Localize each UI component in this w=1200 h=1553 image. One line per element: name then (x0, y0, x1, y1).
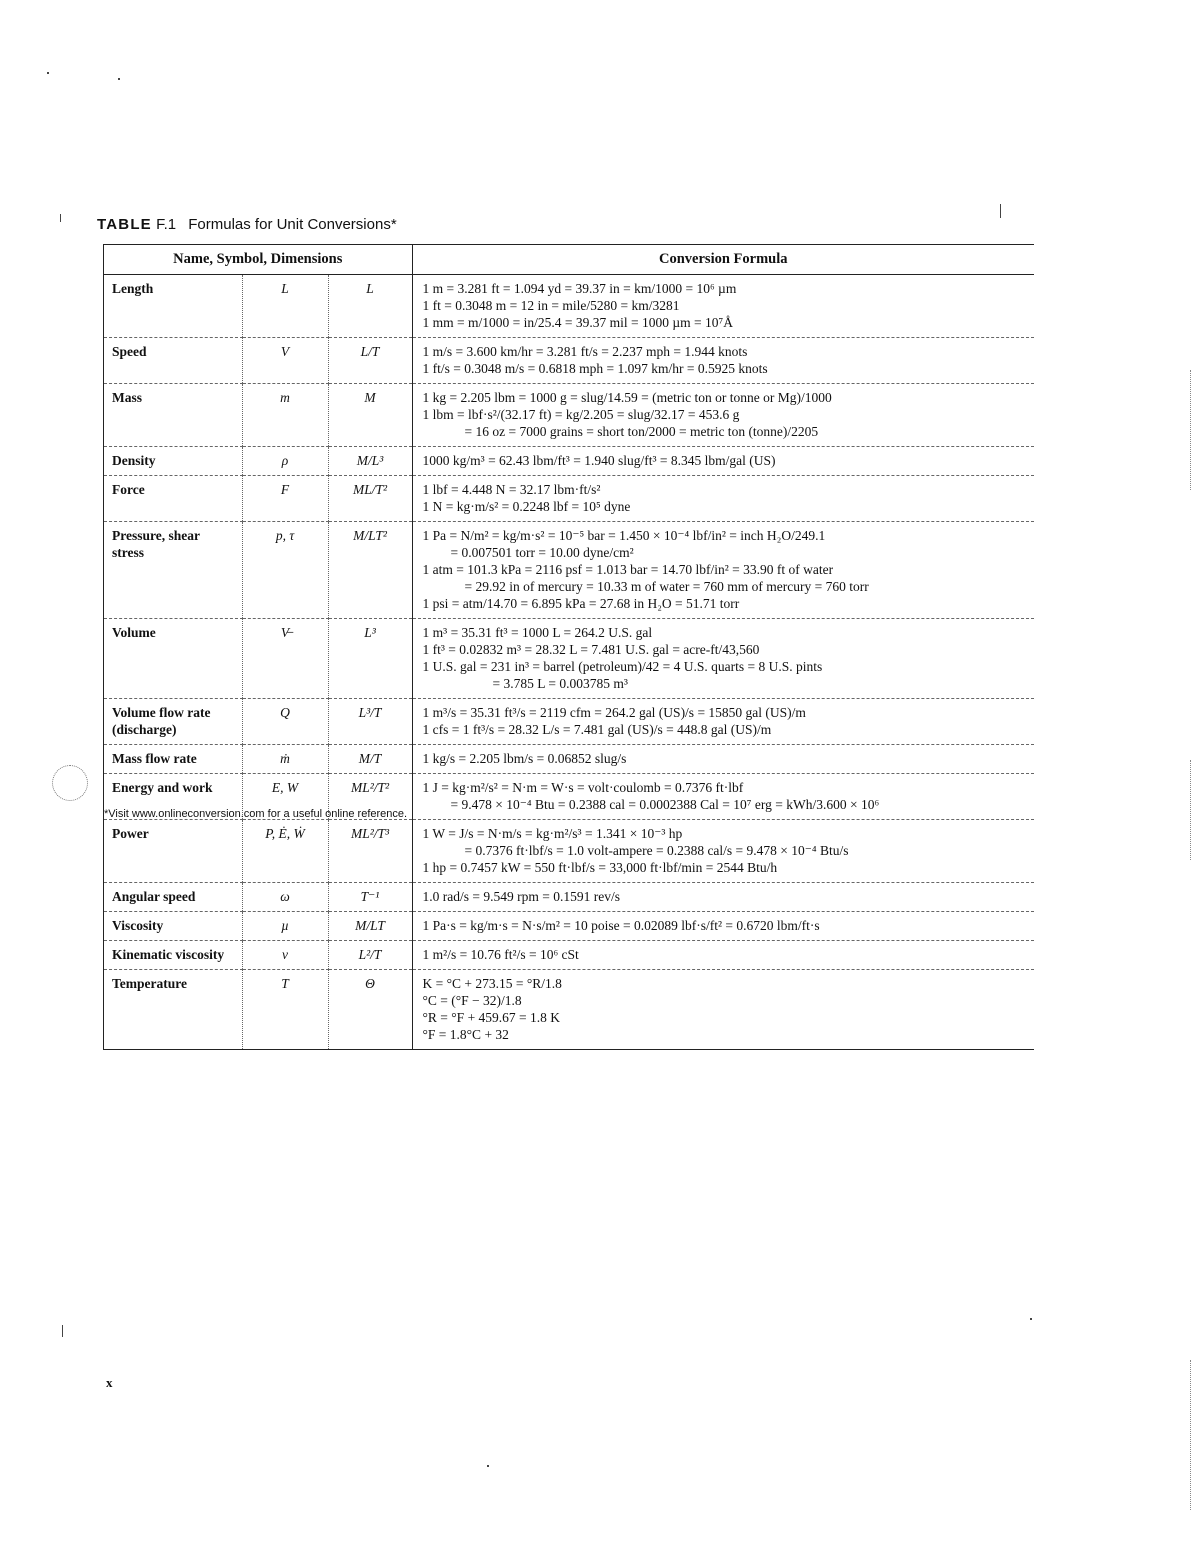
row-dimension: L³/T (328, 699, 412, 745)
formula-line: 1 Pa·s = kg/m·s = N·s/m² = 10 poise = 0.02089 lbf·s/ft² = 0.6720 lbm/ft·s (422, 918, 820, 933)
formula-line: 1 lbm = lbf·s²/(32.17 ft) = kg/2.205 = slug/32.17 = 453.6 g (422, 407, 740, 422)
formula-line: 1.0 rad/s = 9.549 rpm = 0.1591 rev/s (422, 889, 620, 904)
row-dimension: M/L³ (328, 447, 412, 476)
row-formula (412, 699, 1034, 745)
row-symbol: V̶ (242, 619, 328, 699)
formula-line: 1 N = kg·m/s² = 0.2248 lbf = 10⁵ dyne (422, 499, 631, 514)
row-name: Temperature (112, 976, 187, 991)
row-formula (412, 275, 1034, 338)
row-symbol: T (242, 970, 328, 1050)
row-formula (412, 774, 1034, 820)
row-symbol: E, W (242, 774, 328, 820)
scan-edge-line (1190, 370, 1191, 490)
formula-line: 1 W = J/s = N·m/s = kg·m²/s³ = 1.341 × 10⁻³ hp (422, 826, 683, 841)
scan-artifact-circle (52, 765, 88, 801)
row-symbol: ν (242, 941, 328, 970)
formula-line: 1 m³/s = 35.31 ft³/s = 2119 cfm = 264.2 gal (US)/s = 15850 gal (US)/m (422, 705, 806, 720)
scan-speck (47, 72, 49, 74)
scan-speck (60, 214, 61, 222)
formula-line: 1 U.S. gal = 231 in³ = barrel (petroleum)/42 = 4 U.S. quarts = 8 U.S. pints (422, 659, 823, 674)
table-row (104, 912, 1034, 941)
table-row (104, 941, 1034, 970)
table-title: Formulas for Unit Conversions* (188, 216, 397, 233)
row-dimension: ML²/T² (328, 774, 412, 820)
row-symbol: P, Ė, Ẇ (242, 820, 328, 883)
row-symbol: m (242, 384, 328, 447)
row-formula (412, 384, 1034, 447)
scan-speck (62, 1325, 63, 1337)
row-dimension: L/T (328, 338, 412, 384)
footnote: *Visit www.onlineconversion.com for a useful online reference. (104, 808, 408, 820)
formula-line: 1 mm = m/1000 = in/25.4 = 39.37 mil = 1000 µm = 10⁷Å (422, 315, 733, 330)
formula-line: 1 atm = 101.3 kPa = 2116 psf = 1.013 bar = 14.70 lbf/in² = 33.90 ft of water (422, 562, 834, 577)
row-symbol: ṁ (242, 745, 328, 774)
table-row (104, 476, 1034, 522)
row-symbol: Q (242, 699, 328, 745)
row-formula (412, 941, 1034, 970)
formula-line: °R = °F + 459.67 = 1.8 K (422, 1010, 561, 1025)
row-name: Force (104, 476, 242, 522)
table-row (104, 275, 1034, 338)
table-row (104, 699, 1034, 745)
row-symbol: ρ (242, 447, 328, 476)
formula-line: 1 ft = 0.3048 m = 12 in = mile/5280 = km/3281 (422, 298, 680, 313)
row-name: Mass flow rate (104, 745, 242, 774)
formula-line: 1 cfs = 1 ft³/s = 28.32 L/s = 7.481 gal (US)/s = 448.8 gal (US)/m (422, 722, 772, 737)
scan-speck (118, 78, 120, 80)
table-body (104, 275, 1034, 1050)
row-name: Volume (104, 619, 242, 699)
row-dimension: ML/T² (328, 476, 412, 522)
row-name: Volume flow rate (discharge) (104, 699, 242, 745)
row-dimension: L²/T (328, 941, 412, 970)
formula-line: 1 m³ = 35.31 ft³ = 1000 L = 264.2 U.S. gal (422, 625, 653, 640)
table-row (104, 338, 1034, 384)
table-number: F.1 (156, 216, 177, 233)
row-name: Viscosity (104, 912, 242, 941)
scan-edge-line (1190, 1360, 1191, 1510)
formula-line: = 29.92 in of mercury = 10.33 m of water = 760 mm of mercury = 760 torr (464, 579, 869, 594)
scan-speck (1000, 204, 1001, 218)
formula-line: = 0.007501 torr = 10.00 dyne/cm² (450, 545, 634, 560)
formula-line: = 16 oz = 7000 grains = short ton/2000 = metric ton (tonne)/2205 (464, 424, 819, 439)
table-row (104, 745, 1034, 774)
table-row (104, 619, 1034, 699)
row-formula (412, 447, 1034, 476)
table-row (104, 970, 1034, 1050)
row-symbol: ω (242, 883, 328, 912)
row-formula (412, 338, 1034, 384)
formula-line: °F = 1.8°C + 32 (422, 1027, 509, 1042)
row-formula (412, 820, 1034, 883)
formula-line: K = °C + 273.15 = °R/1.8 (422, 976, 562, 991)
formula-line: 1 Pa = N/m² = kg/m·s² = 10⁻⁵ bar = 1.450 × 10⁻⁴ lbf/in² = inch H₂O/249.1 (422, 528, 826, 543)
row-symbol: p, τ (242, 522, 328, 619)
row-symbol: µ (242, 912, 328, 941)
table-row (104, 883, 1034, 912)
row-dimension: M/LT² (328, 522, 412, 619)
row-symbol: L (242, 275, 328, 338)
formula-line: = 3.785 L = 0.003785 m³ (492, 676, 628, 691)
formula-line: 1 kg = 2.205 lbm = 1000 g = slug/14.59 = (metric ton or tonne or Mg)/1000 (422, 390, 832, 405)
row-name: Power (104, 820, 242, 883)
row-name: Kinematic viscosity (104, 941, 242, 970)
row-dimension: ML²/T³ (328, 820, 412, 883)
row-name: Length (104, 275, 242, 338)
row-dimension: M/LT (328, 912, 412, 941)
row-formula (412, 476, 1034, 522)
scan-speck (487, 1465, 489, 1467)
row-formula (412, 883, 1034, 912)
row-formula (412, 619, 1034, 699)
row-formula (412, 522, 1034, 619)
formula-line: 1 ft³ = 0.02832 m³ = 28.32 L = 7.481 U.S. gal = acre-ft/43,560 (422, 642, 760, 657)
formula-line: = 9.478 × 10⁻⁴ Btu = 0.2388 cal = 0.0002388 Cal = 10⁷ erg = kWh/3.600 × 10⁶ (450, 797, 880, 812)
scan-speck (1030, 1318, 1032, 1320)
table-label: TABLE (97, 216, 152, 233)
row-formula (412, 970, 1034, 1050)
row-name: Mass (104, 384, 242, 447)
row-symbol: F (242, 476, 328, 522)
formula-line: = 0.7376 ft·lbf/s = 1.0 volt-ampere = 0.2388 cal/s = 9.478 × 10⁻⁴ Btu/s (464, 843, 849, 858)
row-dimension: Θ (328, 970, 412, 1050)
conversion-table (103, 244, 1034, 1050)
row-name: Energy and work (104, 774, 242, 820)
formula-line: 1 m = 3.281 ft = 1.094 yd = 39.37 in = km/1000 = 10⁶ µm (422, 281, 737, 296)
formula-line: 1 J = kg·m²/s² = N·m = W·s = volt·coulomb = 0.7376 ft·lbf (422, 780, 744, 795)
row-name: Pressure, shear stress (104, 522, 242, 619)
header-conversion-formula: Conversion Formula (412, 245, 1034, 275)
table-row (104, 447, 1034, 476)
row-formula (412, 745, 1034, 774)
formula-line: 1000 kg/m³ = 62.43 lbm/ft³ = 1.940 slug/ft³ = 8.345 lbm/gal (US) (422, 453, 776, 468)
row-name: Speed (104, 338, 242, 384)
formula-line: 1 lbf = 4.448 N = 32.17 lbm·ft/s² (422, 482, 601, 497)
formula-line: 1 ft/s = 0.3048 m/s = 0.6818 mph = 1.097 km/hr = 0.5925 knots (422, 361, 768, 376)
table-row (104, 384, 1034, 447)
row-dimension: T⁻¹ (328, 883, 412, 912)
formula-line: 1 m²/s = 10.76 ft²/s = 10⁶ cSt (422, 947, 579, 962)
table-caption (97, 216, 397, 233)
row-name: Density (104, 447, 242, 476)
row-dimension: M/T (328, 745, 412, 774)
row-symbol: V (242, 338, 328, 384)
formula-line: °C = (°F − 32)/1.8 (422, 993, 522, 1008)
formula-line: 1 hp = 0.7457 kW = 550 ft·lbf/s = 33,000 ft·lbf/min = 2544 Btu/h (422, 860, 778, 875)
scan-edge-line (1190, 760, 1191, 860)
table-row (104, 820, 1034, 883)
row-dimension: M (328, 384, 412, 447)
header-name-symbol-dimensions: Name, Symbol, Dimensions (104, 245, 412, 275)
formula-line: 1 kg/s = 2.205 lbm/s = 0.06852 slug/s (422, 751, 627, 766)
row-name: Angular speed (104, 883, 242, 912)
row-formula (412, 912, 1034, 941)
table-header-row (104, 245, 1034, 275)
page-number: x (106, 1375, 113, 1390)
table-row (104, 522, 1034, 619)
row-dimension: L³ (328, 619, 412, 699)
row-dimension: L (328, 275, 412, 338)
formula-line: 1 m/s = 3.600 km/hr = 3.281 ft/s = 2.237 mph = 1.944 knots (422, 344, 748, 359)
formula-line: 1 psi = atm/14.70 = 6.895 kPa = 27.68 in H₂O = 51.71 torr (422, 596, 740, 611)
